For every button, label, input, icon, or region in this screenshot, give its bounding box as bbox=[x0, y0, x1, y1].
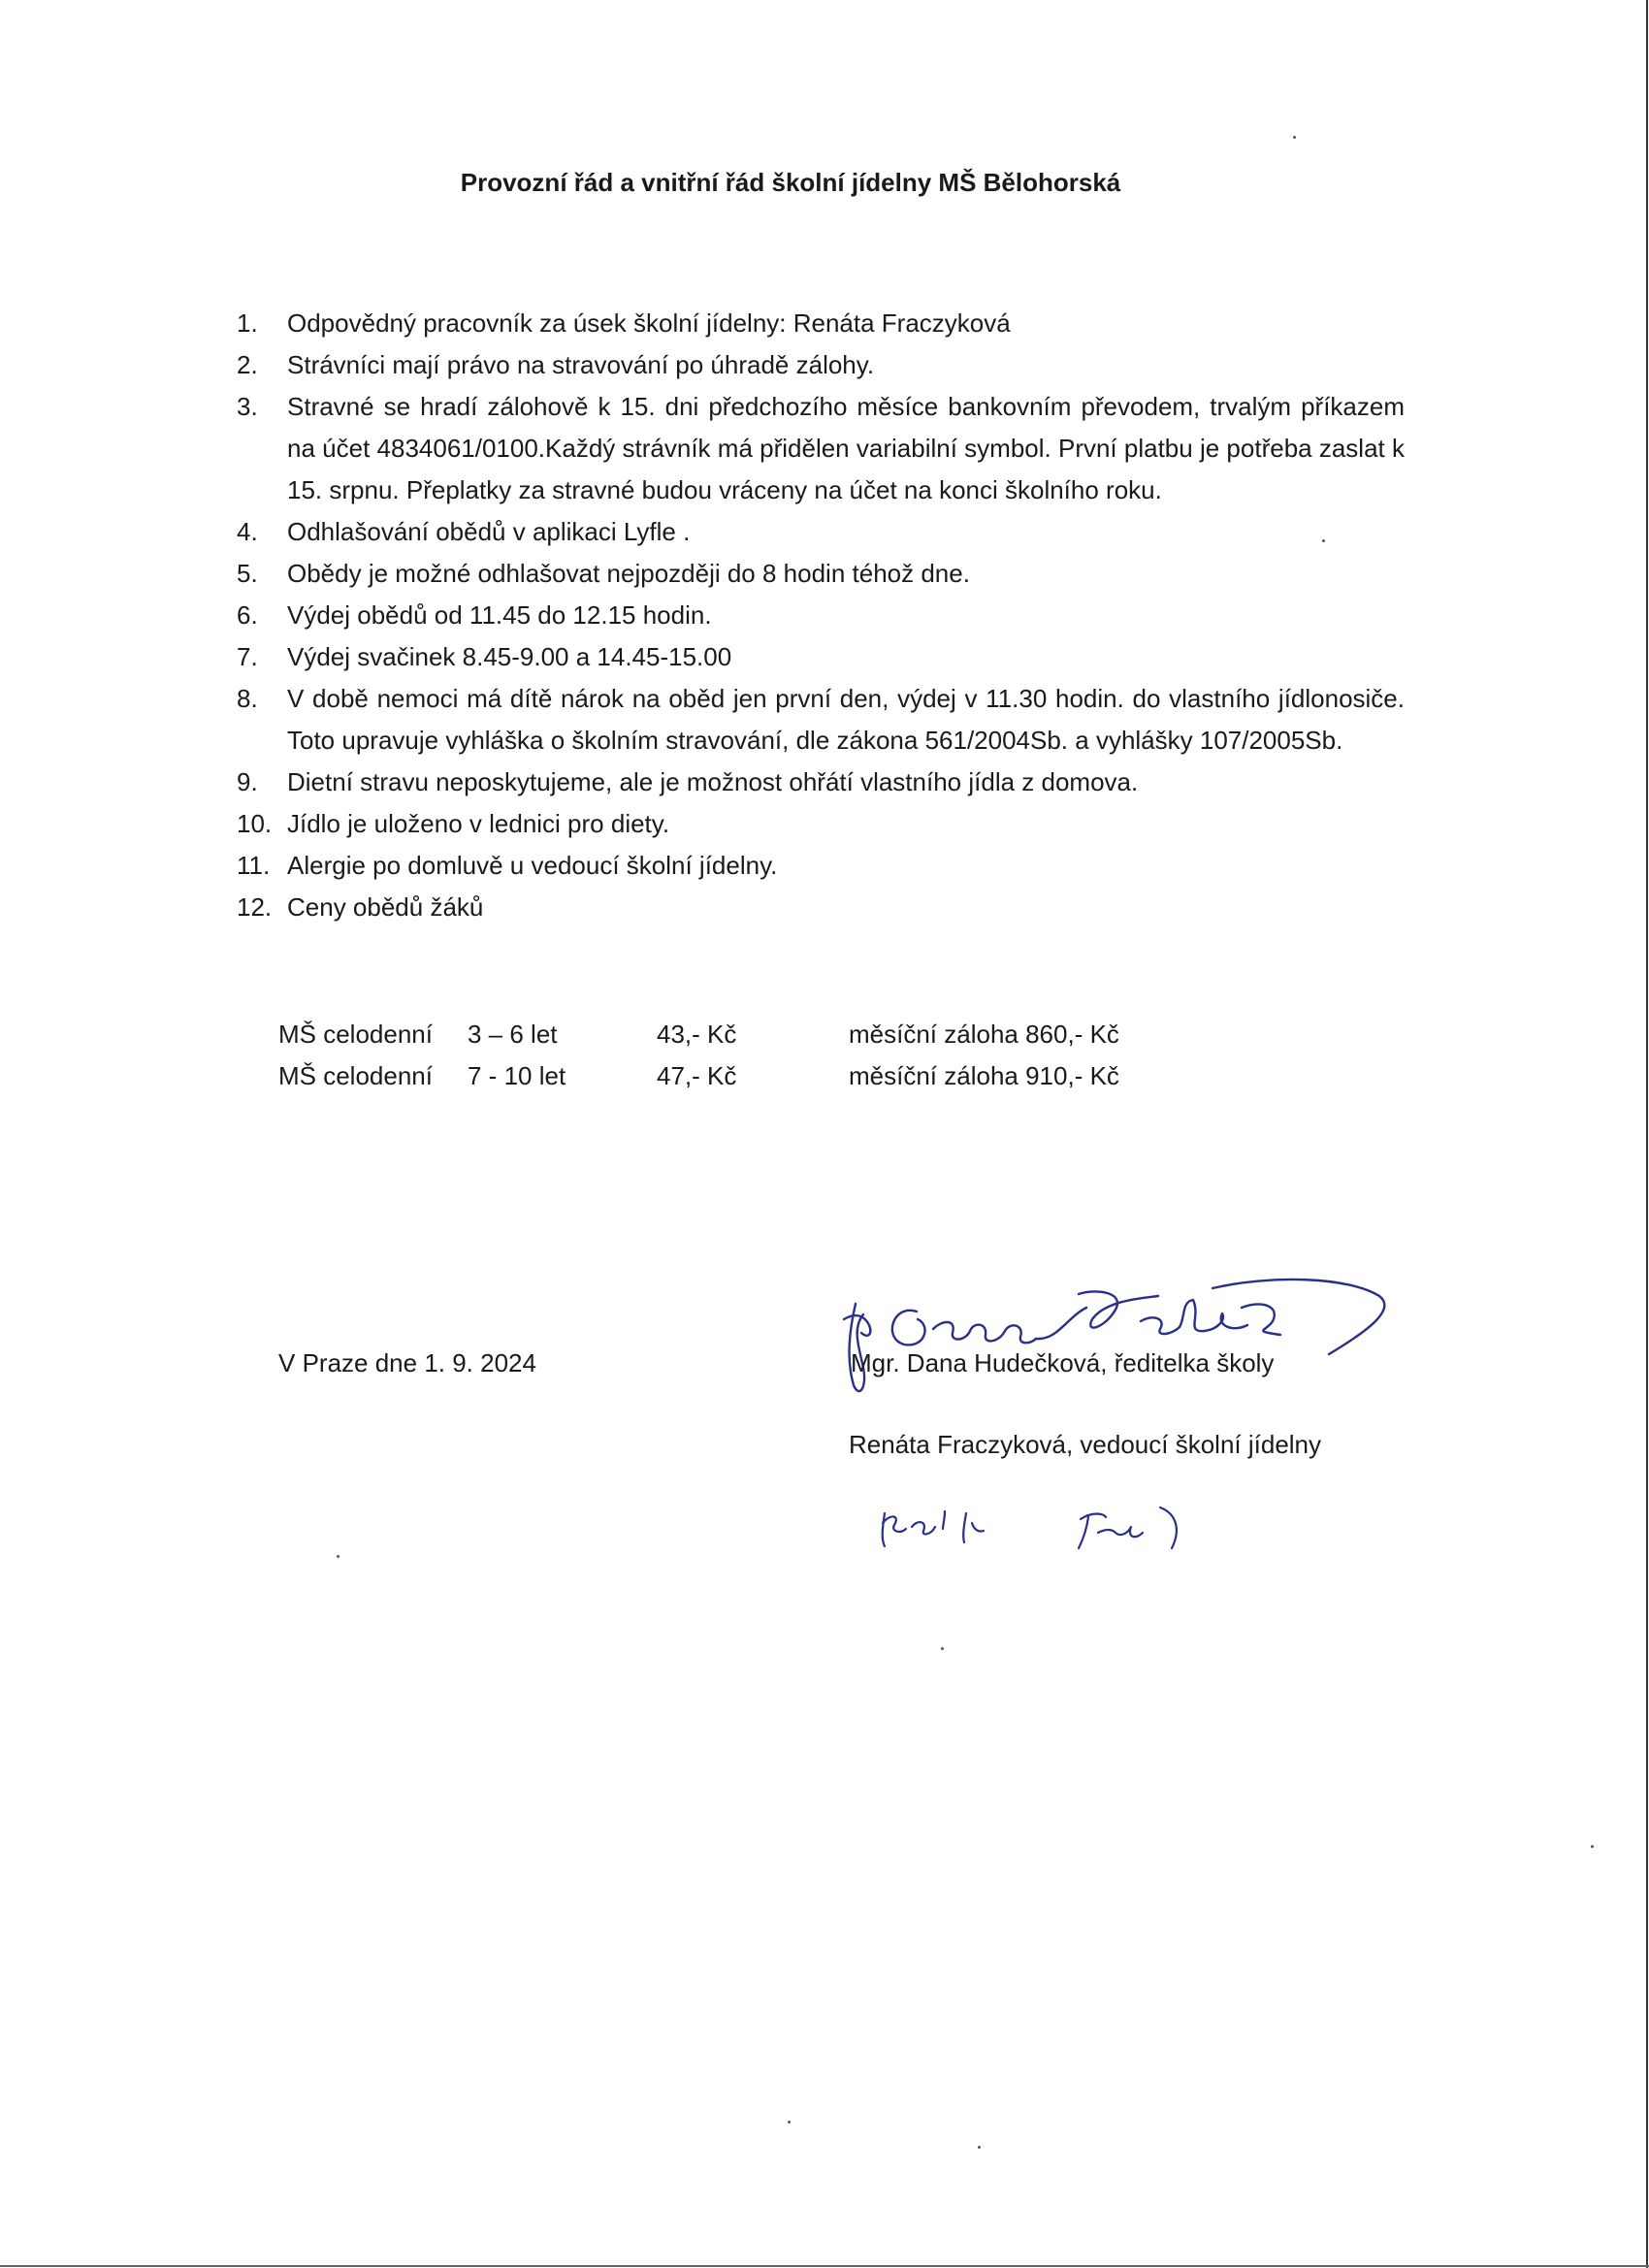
rule-item bbox=[237, 386, 1405, 511]
scan-edge-bottom bbox=[0, 2265, 1649, 2267]
rule-text: Výdej obědů od 11.45 do 12.15 hodin. bbox=[287, 600, 712, 630]
rule-item bbox=[237, 511, 1405, 553]
canteen-signature bbox=[873, 1484, 1222, 1562]
price-age: 3 – 6 let bbox=[468, 1020, 558, 1049]
rule-item bbox=[237, 636, 1405, 678]
scan-speck bbox=[1293, 136, 1296, 139]
price-age: 7 - 10 let bbox=[468, 1061, 566, 1090]
canteen-signatory: Renáta Fraczyková, vedoucí školní jídelny bbox=[849, 1430, 1322, 1459]
rule-number: 8. bbox=[237, 684, 258, 713]
document-title: Provozní řád a vnitřní řád školní jídelny MŠ Bělohorská bbox=[460, 168, 1121, 197]
rule-number: 2. bbox=[237, 350, 258, 379]
price-deposit: měsíční záloha 860,- Kč bbox=[849, 1020, 1119, 1049]
rule-text: Ceny obědů žáků bbox=[287, 892, 484, 922]
rule-number: 12. bbox=[237, 892, 273, 922]
rule-item bbox=[237, 845, 1405, 887]
rule-item bbox=[237, 595, 1405, 636]
rule-item bbox=[237, 553, 1405, 595]
price-value: 47,- Kč bbox=[657, 1061, 737, 1090]
rules-list bbox=[237, 303, 1405, 928]
rule-number: 6. bbox=[237, 600, 258, 630]
rule-text: Výdej svačinek 8.45-9.00 a 14.45-15.00 bbox=[287, 642, 732, 671]
rule-number: 5. bbox=[237, 559, 258, 588]
price-table bbox=[278, 1014, 1151, 1097]
rule-item bbox=[237, 761, 1405, 803]
rule-text: V době nemoci má dítě nárok na oběd jen první den, výdej v 11.30 hodin. do vlastního jídlonosiče. Toto upravuje vyhláška o školním stravování, dle zákona 561/2004Sb. a vyhlášky 107/2005Sb. bbox=[287, 684, 1405, 755]
price-row bbox=[278, 1055, 1151, 1097]
place-date: V Praze dne 1. 9. 2024 bbox=[278, 1348, 536, 1377]
rule-text: Obědy je možné odhlašovat nejpozději do 8 hodin téhož dne. bbox=[287, 559, 970, 588]
scan-edge-right bbox=[1646, 0, 1648, 2268]
rule-item bbox=[237, 678, 1405, 761]
rule-text: Dietní stravu neposkytujeme, ale je možnost ohřátí vlastního jídla z domova. bbox=[287, 767, 1139, 796]
rule-text: Odpovědný pracovník za úsek školní jídelny: Renáta Fraczyková bbox=[287, 308, 1011, 338]
rule-text: Strávníci mají právo na stravování po úhradě zálohy. bbox=[287, 350, 875, 379]
rule-number: 7. bbox=[237, 642, 258, 671]
rule-text: Odhlašování obědů v aplikaci Lyfle . bbox=[287, 517, 691, 546]
rule-number: 10. bbox=[237, 809, 273, 838]
price-row bbox=[278, 1014, 1151, 1055]
rule-text: Stravné se hradí zálohově k 15. dni předchozího měsíce bankovním převodem, trvalým příkazem na účet 4834061/0100.Každý strávník má přidělen variabilní symbol. První platbu je potřeba zaslat k 15. srpnu. Přeplatky za stravné budou vráceny na účet na konci školního roku. bbox=[287, 392, 1405, 504]
rule-item bbox=[237, 344, 1405, 386]
rule-item bbox=[237, 887, 1405, 928]
rule-number: 11. bbox=[237, 851, 271, 880]
scan-speck bbox=[941, 1647, 944, 1650]
scan-speck bbox=[788, 2121, 791, 2123]
scan-speck bbox=[978, 2146, 981, 2149]
price-deposit: měsíční záloha 910,- Kč bbox=[849, 1061, 1119, 1090]
rule-number: 9. bbox=[237, 767, 258, 796]
director-signatory: Mgr. Dana Hudečková, ředitelka školy bbox=[851, 1348, 1275, 1377]
scan-speck bbox=[337, 1555, 340, 1558]
rule-number: 3. bbox=[237, 392, 258, 421]
rule-item bbox=[237, 803, 1405, 845]
price-type: MŠ celodenní bbox=[278, 1020, 433, 1049]
director-signature bbox=[824, 1271, 1406, 1407]
scan-speck bbox=[1591, 1845, 1594, 1848]
price-type: MŠ celodenní bbox=[278, 1061, 433, 1090]
rule-text: Alergie po domluvě u vedoucí školní jídelny. bbox=[287, 851, 778, 880]
rule-number: 4. bbox=[237, 517, 258, 546]
scan-speck bbox=[1322, 539, 1325, 542]
rule-item bbox=[237, 303, 1405, 344]
rule-number: 1. bbox=[237, 308, 258, 338]
rule-text: Jídlo je uloženo v lednici pro diety. bbox=[287, 809, 670, 838]
price-value: 43,- Kč bbox=[657, 1020, 737, 1049]
